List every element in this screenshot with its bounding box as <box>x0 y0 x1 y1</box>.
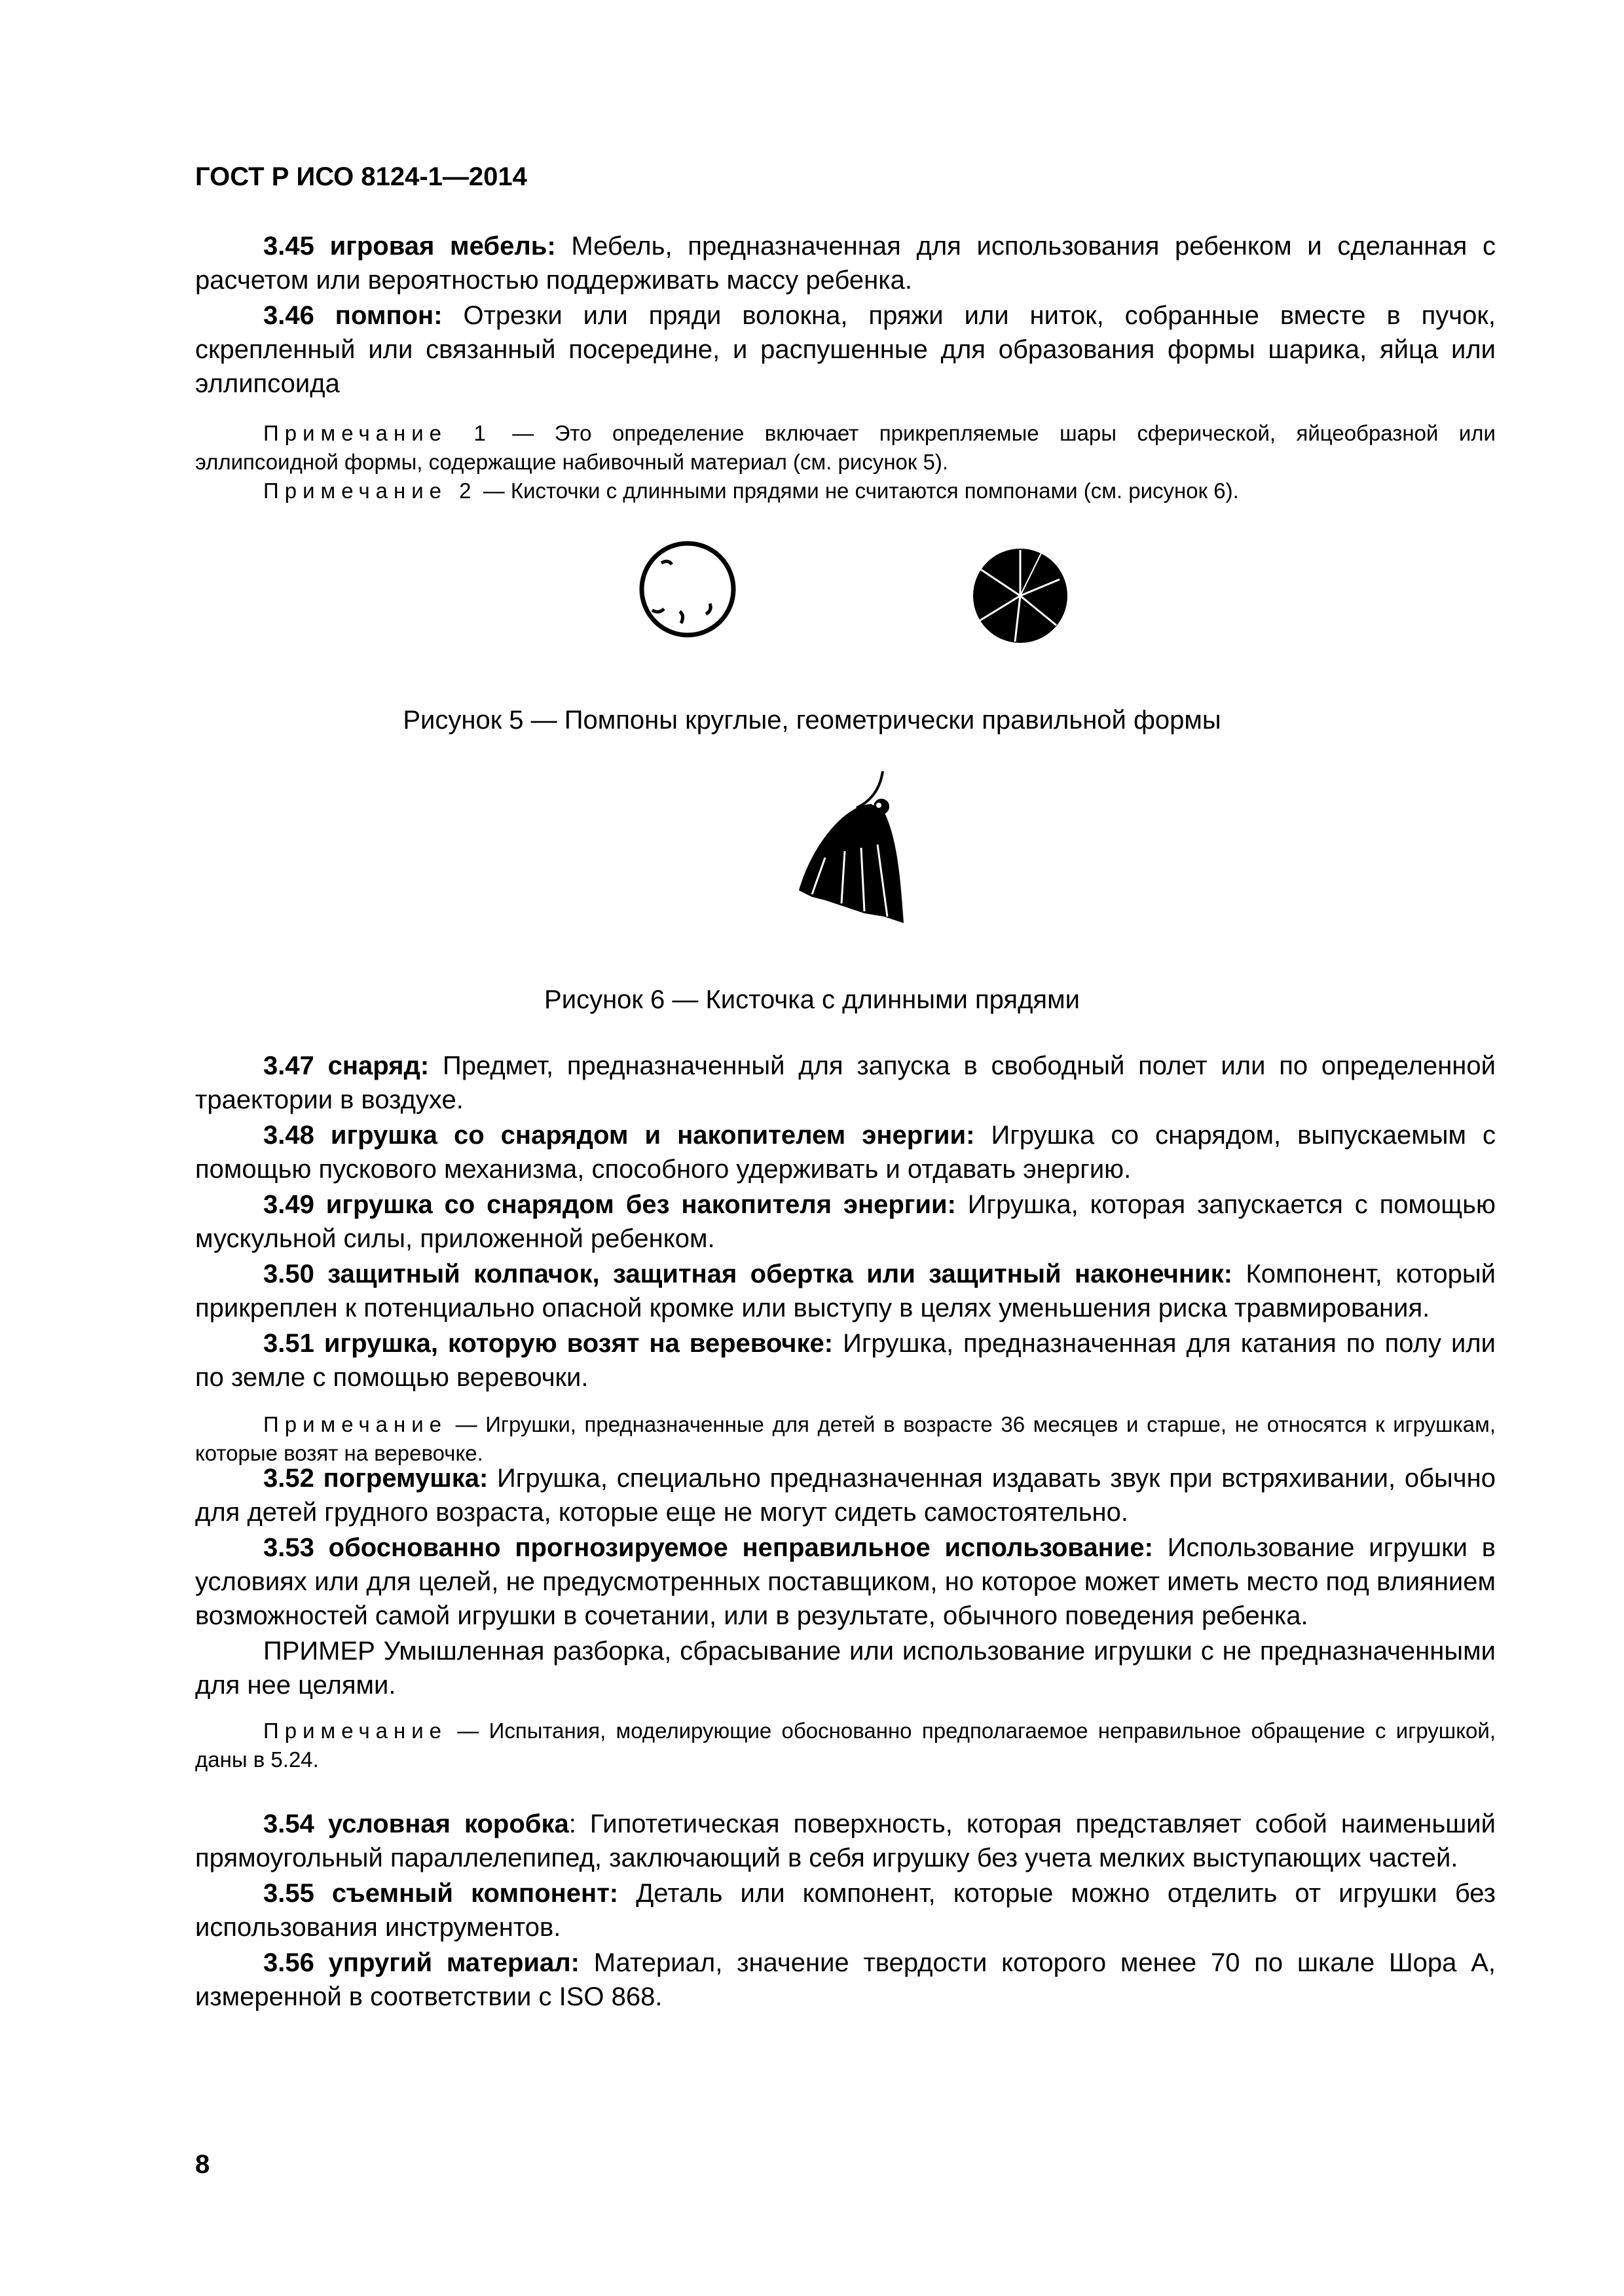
term-definition: Материал, значение твердости которого менее 70 по шкале Шора A, измеренной в соответствии с ISO 868. <box>195 1948 1496 2011</box>
term-definition: Использование игрушки в условиях или для целей, не предусмотренных поставщиком, но которое может иметь место под влиянием возможностей самой игрушки в сочетании, или в результате, обычного поведения ребенка. <box>195 1533 1496 1630</box>
note-text: — Испытания, моделирующие обоснованно предполагаемое неправильное обращение с игрушкой, даны в 5.24. <box>195 1719 1496 1772</box>
term-definition: Игрушка, специально предназначенная издавать звук при встряхивании, обычно для детей грудного возраста, которые еще не могут сидеть самостоятельно. <box>195 1464 1496 1527</box>
note-label: Примечание 1 <box>263 421 492 445</box>
term-title: упругий материал: <box>328 1948 580 1977</box>
term-title: съемный компонент: <box>331 1879 619 1908</box>
note-3-51 <box>195 1410 1496 1468</box>
pompon-outline-figure <box>635 537 740 642</box>
figure-6-caption: Рисунок 6 — Кисточка с длинными прядями <box>544 985 1080 1014</box>
term-number: 3.45 <box>263 232 314 261</box>
terms-block-2 <box>195 1049 1496 1468</box>
term-number: 3.47 <box>263 1051 314 1080</box>
pompon-filled-figure <box>968 543 1073 648</box>
term-number: 3.55 <box>263 1879 314 1908</box>
term-definition: Деталь или компонент, которые можно отделить от игрушки без использования инструментов. <box>195 1879 1496 1942</box>
term-number: 3.54 <box>263 1810 314 1838</box>
page-number: 8 <box>195 2150 210 2179</box>
term-3-48 <box>195 1118 1496 1186</box>
term-3-49 <box>195 1188 1496 1256</box>
document-header: ГОСТ Р ИСО 8124-1—2014 <box>195 162 527 191</box>
term-3-51 <box>195 1326 1496 1394</box>
term-title: снаряд: <box>327 1051 430 1080</box>
term-number: 3.48 <box>263 1121 314 1150</box>
term-3-54 <box>195 1807 1496 1875</box>
note-label: Примечание <box>263 1412 448 1436</box>
note-2 <box>195 477 1496 505</box>
term-number: 3.50 <box>263 1260 314 1288</box>
term-definition: Отрезки или пряди волокна, пряжи или ниток, собранные вместе в пучок, скрепленный или связанный посередине, и распушенные для образования формы шарика, яйца или эллипсоида <box>195 301 1496 398</box>
term-3-53 <box>195 1531 1496 1633</box>
term-3-47 <box>195 1049 1496 1117</box>
term-title: помпон: <box>335 301 443 330</box>
term-number: 3.46 <box>263 301 314 330</box>
term-definition: Игрушка со снарядом, выпускаемым с помощью пускового механизма, способного удерживать и отдавать энергию. <box>195 1121 1496 1184</box>
example-text: ПРИМЕР Умышленная разборка, сбрасывание или использование игрушки с не предназначенными для нее целями. <box>195 1637 1496 1700</box>
term-number: 3.49 <box>263 1190 314 1219</box>
term-number: 3.52 <box>263 1464 314 1493</box>
term-number: 3.56 <box>263 1948 314 1977</box>
term-title: защитный колпачок, защитная обертка или защитный наконечник: <box>327 1260 1233 1288</box>
term-title: игрушка, которую возят на веревочке: <box>323 1329 834 1358</box>
term-number: 3.53 <box>263 1533 314 1562</box>
note-label: Примечание 2 <box>263 479 477 503</box>
term-title: погремушка: <box>323 1464 489 1493</box>
note-text: — Игрушки, предназначенные для детей в возрасте 36 месяцев и старше, не относятся к игрушкам, которые возят на веревочке. <box>195 1412 1496 1465</box>
term-definition: Мебель, предназначенная для использования ребенком и сделанная с расчетом или вероятностью поддерживать массу ребенка. <box>195 232 1496 295</box>
term-definition: Компонент, который прикреплен к потенциально опасной кромке или выступу в целях уменьшения риска травмирования. <box>195 1260 1496 1322</box>
terms-block-4 <box>195 1807 1496 2015</box>
term-title: условная коробка <box>327 1810 569 1838</box>
terms-block-3 <box>195 1461 1496 1774</box>
term-title: игрушка со снарядом и накопителем энергии: <box>330 1121 975 1150</box>
term-3-45 <box>195 229 1496 297</box>
term-title: игровая мебель: <box>329 232 556 261</box>
term-3-50 <box>195 1257 1496 1325</box>
term-definition: Предмет, предназначенный для запуска в свободный полет или по определенной траектории в воздухе. <box>195 1051 1496 1114</box>
term-3-46 <box>195 299 1496 401</box>
term-definition: : Гипотетическая поверхность, которая представляет собой наименьший прямоугольный параллелепипед, заключающий в себя игрушку без учета мелких выступающих частей. <box>195 1810 1496 1872</box>
term-3-52 <box>195 1461 1496 1529</box>
term-3-56 <box>195 1946 1496 2014</box>
note-3-53 <box>195 1717 1496 1774</box>
note-label: Примечание <box>263 1719 448 1743</box>
terms-block-1 <box>195 229 1496 505</box>
term-number: 3.51 <box>263 1329 314 1358</box>
figure-5-caption: Рисунок 5 — Помпоны круглые, геометрически правильной формы <box>403 706 1221 735</box>
note-1 <box>195 419 1496 477</box>
term-3-55 <box>195 1876 1496 1944</box>
term-definition: Игрушка, которая запускается с помощью мускульной силы, приложенной ребенком. <box>195 1190 1496 1253</box>
term-title: обоснованно прогнозируемое неправильное использование: <box>328 1533 1153 1562</box>
note-text: — Это определение включает прикрепляемые шары сферической, яйцеобразной или эллипсоидной формы, содержащие набивочный материал (см. рисунок 5). <box>195 421 1496 474</box>
term-definition: Игрушка, предназначенная для катания по полу или по земле с помощью веревочки. <box>195 1329 1496 1392</box>
tassel-figure <box>786 766 930 930</box>
note-text: — Кисточки с длинными прядями не считаются помпонами (см. рисунок 6). <box>477 479 1239 503</box>
term-title: игрушка со снарядом без накопителя энергии: <box>325 1190 956 1219</box>
